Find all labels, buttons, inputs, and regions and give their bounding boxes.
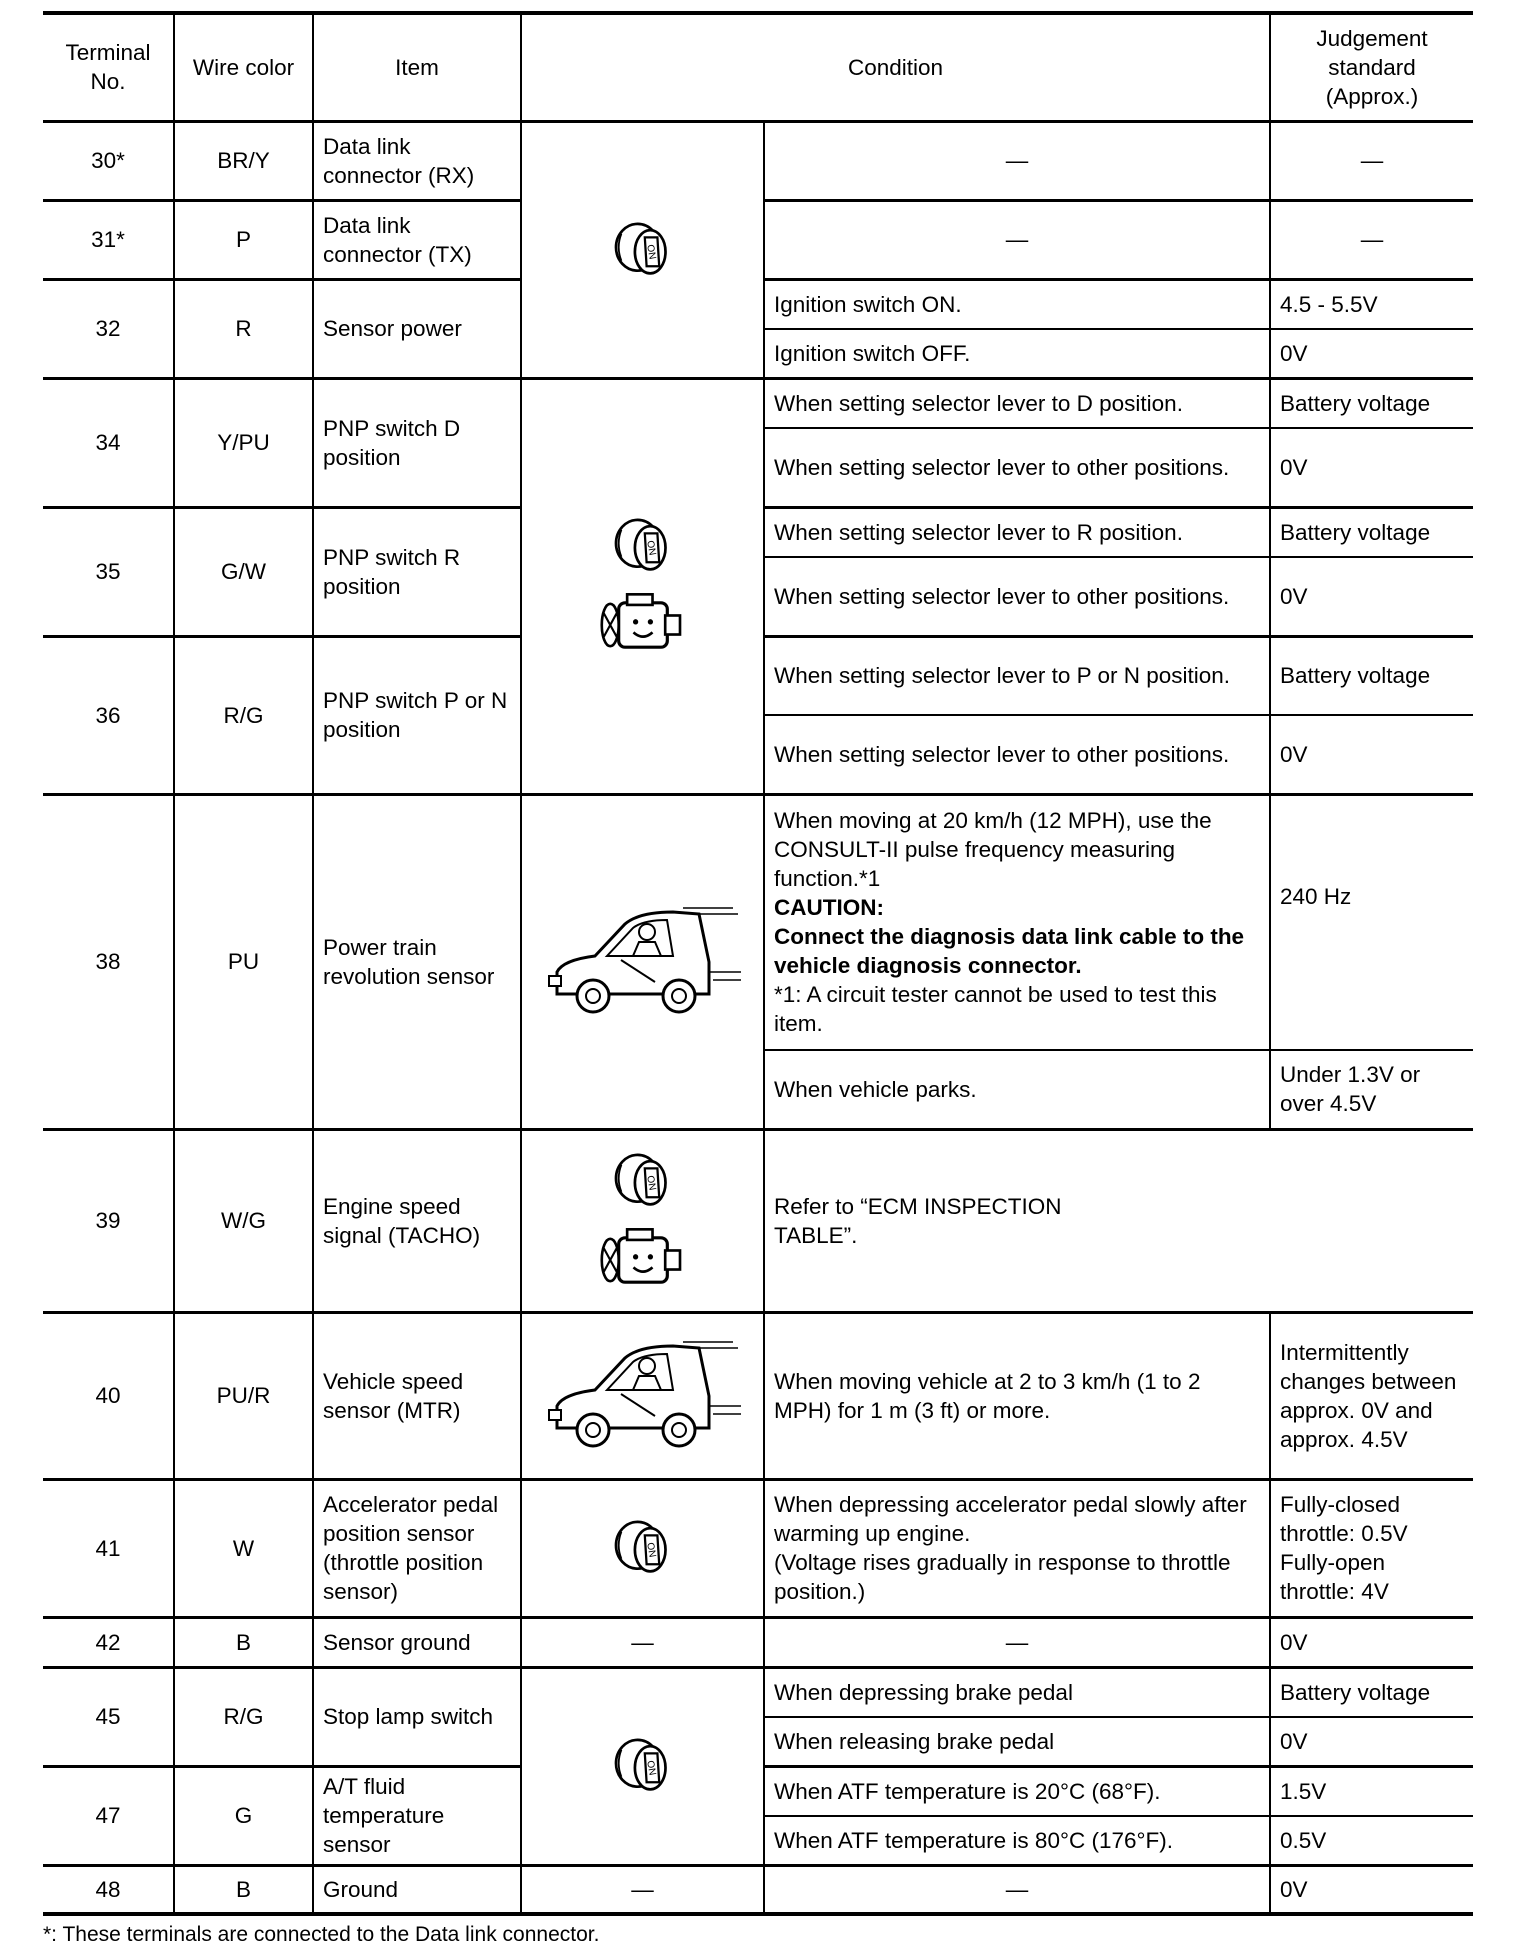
judgement-open: Fully-open throttle: 4V [1280,1550,1389,1604]
vehicle-driving-icon-cell [521,794,764,1129]
judgement-cell: 240 Hz [1270,794,1473,1050]
header-condition: Condition [521,13,1270,121]
judgement-cell: 0V [1270,557,1473,636]
terminal-cell: 47 [43,1766,174,1865]
judgement-cell: — [1270,200,1473,279]
condition-cell: When setting selector lever to other positions. [764,715,1270,794]
wire-color-cell: W/G [174,1129,313,1312]
terminal-cell: 34 [43,378,174,507]
icon-cell: — [521,1617,764,1667]
item-cell: Accelerator pedal position sensor (throttle position sensor) [313,1479,521,1617]
condition-cell: When vehicle parks. [764,1050,1270,1129]
terminal-cell: 40 [43,1312,174,1479]
condition-text: Refer to “ECM INSPECTION TABLE”. [774,1193,1062,1248]
terminal-cell: 38 [43,794,174,1129]
item-cell: PNP switch P or N position [313,636,521,794]
terminal-cell: 48 [43,1865,174,1914]
judgement-cell: 4.5 - 5.5V [1270,279,1473,329]
item-cell: PNP switch R position [313,507,521,636]
table-row [43,121,1473,200]
condition-cell: When setting selector lever to D position. [764,378,1270,428]
condition-text: When depressing accelerator pedal slowly after warming up engine. [774,1492,1247,1546]
table-header-row [43,13,1473,121]
condition-cell [764,794,1270,1050]
condition-cell: When setting selector lever to P or N position. [764,636,1270,715]
judgement-cell: 0V [1270,1717,1473,1766]
terminal-cell: 36 [43,636,174,794]
condition-cell: When ATF temperature is 80°C (176°F). [764,1816,1270,1865]
item-cell: Ground [313,1865,521,1914]
terminal-cell: 32 [43,279,174,378]
condition-cell: When ATF temperature is 20°C (68°F). [764,1766,1270,1816]
table-row [43,1129,1473,1312]
item-cell: Data link connector (RX) [313,121,521,200]
judgement-cell: 0V [1270,1617,1473,1667]
terminal-inspection-table [43,11,1473,1916]
judgement-cell: 0V [1270,1865,1473,1914]
item-cell: Power train revolution sensor [313,794,521,1129]
wire-color-cell: W [174,1479,313,1617]
header-judgement-standard: Judgement standard (Approx.) [1270,13,1473,121]
wire-color-cell: R/G [174,636,313,794]
ignition-on-icon-cell [521,1479,764,1617]
item-cell: Stop lamp switch [313,1667,521,1766]
table-row [43,378,1473,428]
condition-cell [764,1479,1270,1617]
ignition-key-on-icon [607,510,679,582]
vehicle-driving-icon [543,902,743,1022]
condition-text: When moving at 20 km/h (12 MPH), use the CONSULT-II pulse frequency measuring function.*1 [774,808,1212,892]
table-row [43,1312,1473,1479]
ignition-on-icon-cell [521,121,764,378]
judgement-cell: Battery voltage [1270,636,1473,715]
condition-cell: When setting selector lever to other positions. [764,557,1270,636]
table-row [43,1617,1473,1667]
inspection-table-document [43,11,1473,1948]
terminal-cell: 30* [43,121,174,200]
table-row [43,1667,1473,1717]
header-item: Item [313,13,521,121]
condition-cell: When releasing brake pedal [764,1717,1270,1766]
item-cell: A/T fluid temperature sensor [313,1766,521,1865]
condition-note: *1: A circuit tester cannot be used to test this item. [774,982,1217,1037]
judgement-cell: 0V [1270,329,1473,378]
item-cell: Data link connector (TX) [313,200,521,279]
caution-label: CAUTION: [774,895,884,921]
judgement-cell [1270,1479,1473,1617]
judgement-cell: Battery voltage [1270,1667,1473,1717]
terminal-cell: 42 [43,1617,174,1667]
condition-cell: — [764,200,1270,279]
terminal-cell: 39 [43,1129,174,1312]
condition-cell: — [764,1865,1270,1914]
caution-text: Connect the diagnosis data link cable to the vehicle diagnosis connector. [774,924,1245,979]
ignition-on-engine-running-icon-cell [521,378,764,794]
ignition-key-on-icon [607,1145,679,1217]
wire-color-cell: Y/PU [174,378,313,507]
wire-color-cell: G [174,1766,313,1865]
ignition-key-on-icon [607,1512,679,1584]
judgement-cell: Under 1.3V or over 4.5V [1270,1050,1473,1129]
condition-cell: When depressing brake pedal [764,1667,1270,1717]
condition-cell: When setting selector lever to other positions. [764,428,1270,507]
ignition-key-on-icon [607,214,679,286]
item-cell: PNP switch D position [313,378,521,507]
judgement-cell: 0V [1270,428,1473,507]
judgement-closed: Fully-closed throttle: 0.5V [1280,1492,1408,1546]
judgement-cell: Intermittently changes between approx. 0V and approx. 4.5V [1270,1312,1473,1479]
item-cell: Vehicle speed sensor (MTR) [313,1312,521,1479]
condition-cell: Ignition switch ON. [764,279,1270,329]
wire-color-cell: B [174,1865,313,1914]
terminal-cell: 45 [43,1667,174,1766]
terminal-cell: 31* [43,200,174,279]
judgement-cell: — [1270,121,1473,200]
condition-cell: — [764,1617,1270,1667]
item-cell: Engine speed signal (TACHO) [313,1129,521,1312]
terminal-cell: 35 [43,507,174,636]
judgement-cell: 0V [1270,715,1473,794]
wire-color-cell: G/W [174,507,313,636]
judgement-cell: 1.5V [1270,1766,1473,1816]
judgement-cell: Battery voltage [1270,507,1473,557]
wire-color-cell: BR/Y [174,121,313,200]
table-row [43,794,1473,1050]
wire-color-cell: R [174,279,313,378]
ignition-on-icon-cell [521,1667,764,1865]
table-footnote: *: These terminals are connected to the Data link connector. [43,1923,600,1946]
engine-running-icon [595,588,691,662]
wire-color-cell: PU/R [174,1312,313,1479]
wire-color-cell: PU [174,794,313,1129]
wire-color-cell: R/G [174,1667,313,1766]
condition-cell: When setting selector lever to R position. [764,507,1270,557]
condition-cell: Ignition switch OFF. [764,329,1270,378]
item-cell: Sensor ground [313,1617,521,1667]
vehicle-driving-icon [543,1336,743,1456]
icon-cell: — [521,1865,764,1914]
table-row [43,1479,1473,1617]
judgement-cell: 0.5V [1270,1816,1473,1865]
item-cell: Sensor power [313,279,521,378]
condition-cell: — [764,121,1270,200]
wire-color-cell: P [174,200,313,279]
terminal-cell: 41 [43,1479,174,1617]
ignition-key-on-icon [607,1730,679,1802]
header-wire-color: Wire color [174,13,313,121]
vehicle-driving-icon-cell [521,1312,764,1479]
table-row [43,1865,1473,1914]
condition-cell [764,1129,1473,1312]
header-terminal-no: Terminal No. [43,13,174,121]
condition-cell: When moving vehicle at 2 to 3 km/h (1 to 2 MPH) for 1 m (3 ft) or more. [764,1312,1270,1479]
ignition-on-engine-running-icon-cell [521,1129,764,1312]
judgement-cell: Battery voltage [1270,378,1473,428]
engine-running-icon [595,1223,691,1297]
wire-color-cell: B [174,1617,313,1667]
condition-note: (Voltage rises gradually in response to throttle position.) [774,1550,1231,1604]
